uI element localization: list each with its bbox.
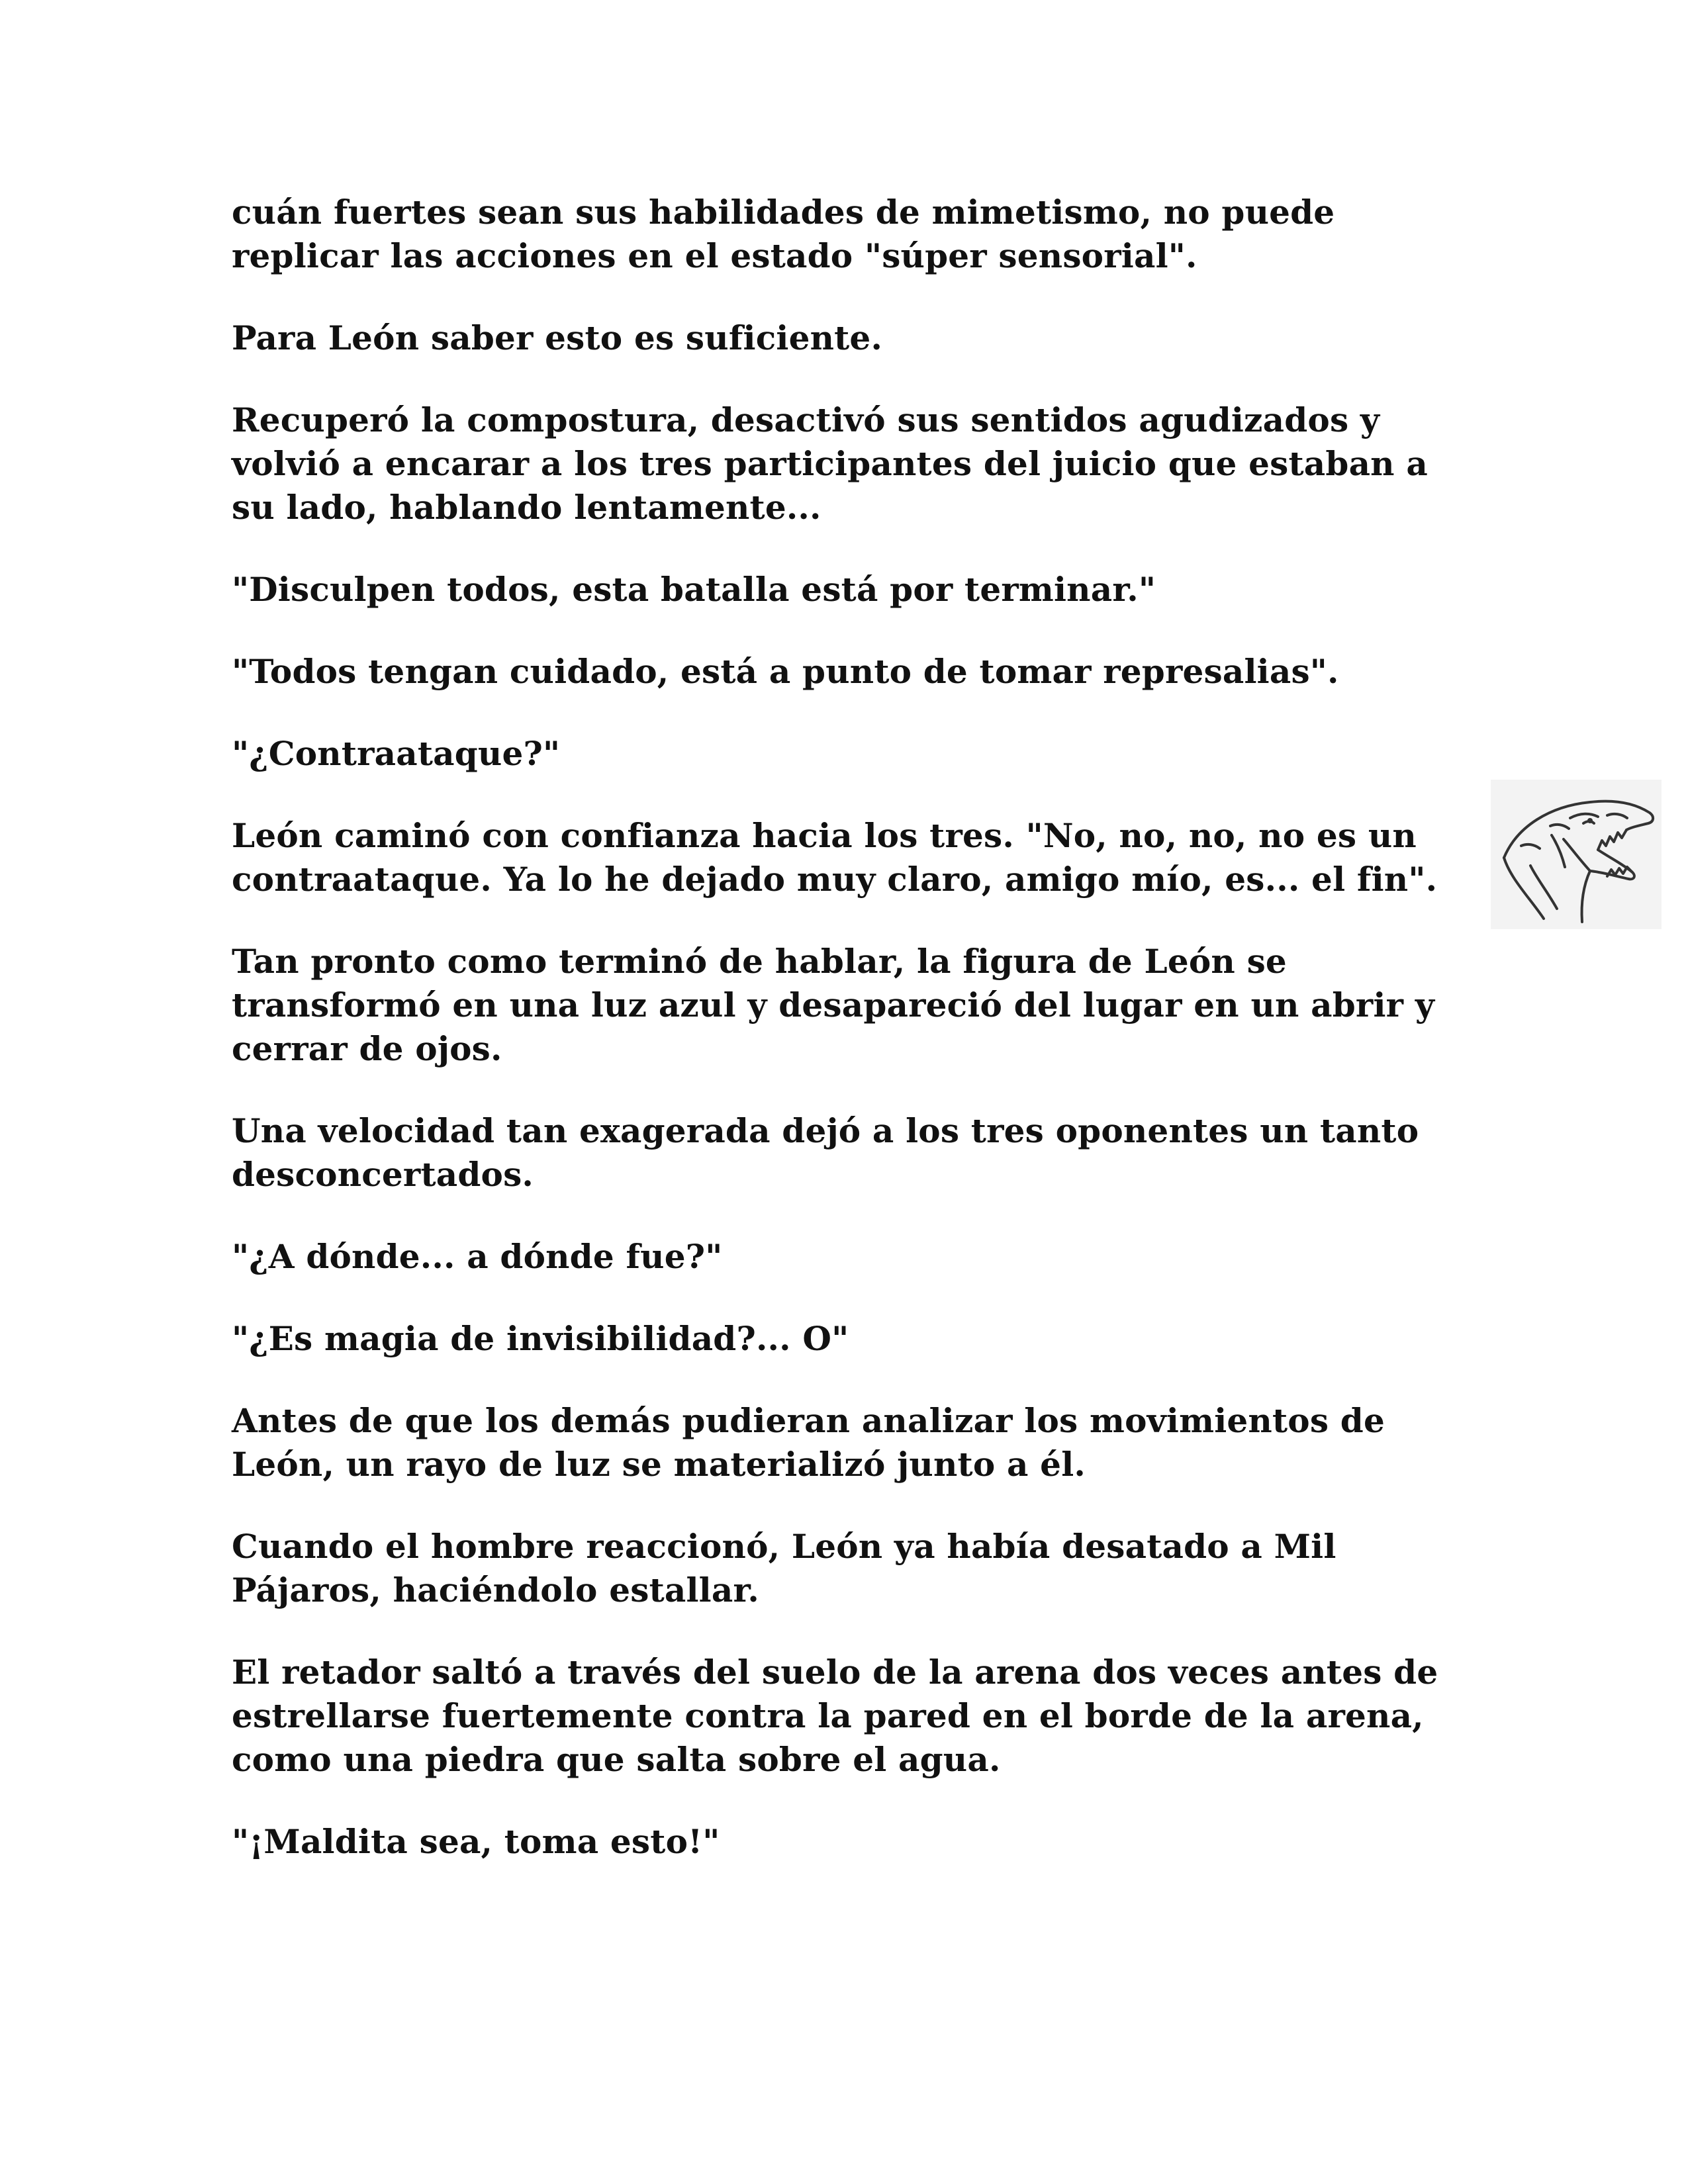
paragraph: Una velocidad tan exagerada dejó a los tres oponentes un tanto desconcertados. (232, 1111, 1419, 1194)
paragraph: "¿Contraataque?" (232, 734, 561, 773)
paragraph: "¿Es magia de invisibilidad?... O" (232, 1319, 849, 1358)
paragraph: "Disculpen todos, esta batalla está por terminar." (232, 570, 1156, 609)
paragraph: "Todos tengan cuidado, está a punto de tomar represalias". (232, 652, 1339, 691)
document-body (232, 191, 1476, 1902)
paragraph: Cuando el hombre reaccionó, León ya había desatado a Mil Pájaros, haciéndolo estallar. (232, 1527, 1336, 1610)
dinosaur-head-icon (1491, 780, 1662, 929)
paragraph: León caminó con confianza hacia los tres. "No, no, no, no es un contraataque. Ya lo he dejado muy claro, amigo mío, es... el fin". (232, 816, 1438, 899)
paragraph: Antes de que los demás pudieran analizar los movimientos de León, un rayo de luz se materializó junto a él. (232, 1401, 1385, 1484)
paragraph: Tan pronto como terminó de hablar, la figura de León se transformó en una luz azul y desapareció del lugar en un abrir y cerrar de ojos. (232, 942, 1435, 1068)
paragraph: cuán fuertes sean sus habilidades de mimetismo, no puede replicar las acciones en el estado "súper sensorial". (232, 193, 1335, 275)
paragraph: Recuperó la compostura, desactivó sus sentidos agudizados y volvió a encarar a los tres participantes del juicio que estaban a su lado, hablando lentamente... (232, 400, 1428, 527)
paragraph: El retador saltó a través del suelo de la arena dos veces antes de estrellarse fuertemente contra la pared en el borde de la arena, como una piedra que salta sobre el agua. (232, 1653, 1438, 1779)
paragraph: Para León saber esto es suficiente. (232, 318, 883, 357)
paragraph: "¡Maldita sea, toma esto!" (232, 1822, 720, 1861)
paragraph: "¿A dónde... a dónde fue?" (232, 1237, 723, 1276)
